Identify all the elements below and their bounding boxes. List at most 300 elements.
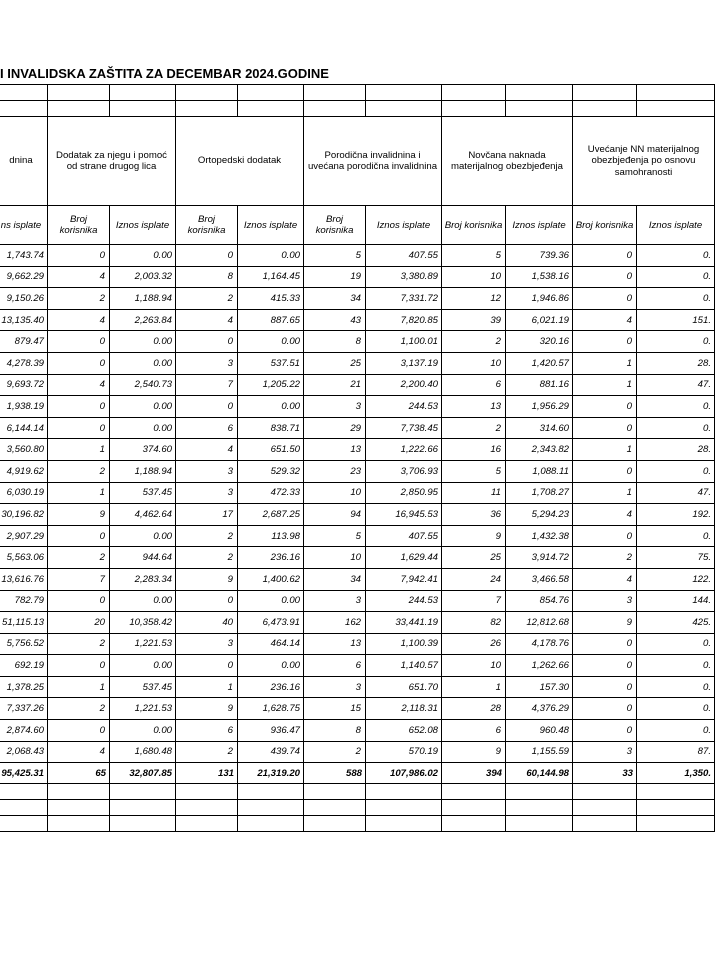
table-cell: 0. bbox=[637, 396, 715, 418]
table-cell: 6,021.19 bbox=[506, 309, 573, 331]
table-cell: 0 bbox=[573, 460, 637, 482]
table-cell: 3,137.19 bbox=[366, 352, 442, 374]
data-table bbox=[0, 84, 715, 832]
table-cell: 4,376.29 bbox=[506, 698, 573, 720]
table-cell: 439.74 bbox=[238, 741, 304, 763]
table-cell: 17 bbox=[176, 504, 238, 526]
column-header-row bbox=[0, 206, 715, 245]
table-cell: 854.76 bbox=[506, 590, 573, 612]
table-cell: 40 bbox=[176, 612, 238, 634]
blank-row bbox=[0, 784, 715, 800]
table-cell: 3 bbox=[176, 460, 238, 482]
table-cell: 314.60 bbox=[506, 417, 573, 439]
table-cell: 570.19 bbox=[366, 741, 442, 763]
table-cell: 0 bbox=[573, 288, 637, 310]
table-cell: 0 bbox=[48, 417, 110, 439]
table-cell: 2 bbox=[442, 331, 506, 353]
table-cell: 28. bbox=[637, 439, 715, 461]
table-cell: 30,196.82 bbox=[0, 504, 48, 526]
table-cell: 1,956.29 bbox=[506, 396, 573, 418]
table-cell: 1,538.16 bbox=[506, 266, 573, 288]
table-cell: 0. bbox=[637, 460, 715, 482]
table-cell: 7,942.41 bbox=[366, 568, 442, 590]
table-cell: 6,030.19 bbox=[0, 482, 48, 504]
table-cell: 2,850.95 bbox=[366, 482, 442, 504]
table-cell: 7 bbox=[442, 590, 506, 612]
table-row bbox=[0, 741, 715, 763]
table-cell: 1,680.48 bbox=[110, 741, 176, 763]
table-cell: 0. bbox=[637, 245, 715, 267]
table-cell: 3 bbox=[573, 741, 637, 763]
table-cell: 0.00 bbox=[110, 655, 176, 677]
table-cell: 113.98 bbox=[238, 525, 304, 547]
table-cell: 5 bbox=[442, 460, 506, 482]
table-cell: 6 bbox=[304, 655, 366, 677]
table-cell: 25 bbox=[442, 547, 506, 569]
table-cell: 0.00 bbox=[238, 331, 304, 353]
table-cell: 25 bbox=[304, 352, 366, 374]
table-cell: 0 bbox=[176, 590, 238, 612]
table-cell: 1,628.75 bbox=[238, 698, 304, 720]
table-cell: 2,874.60 bbox=[0, 720, 48, 742]
table-cell: 8 bbox=[304, 720, 366, 742]
table-row bbox=[0, 331, 715, 353]
table-cell: 0 bbox=[573, 266, 637, 288]
table-cell: 26 bbox=[442, 633, 506, 655]
table-cell: 39 bbox=[442, 309, 506, 331]
empty-cell bbox=[304, 816, 366, 832]
table-cell: 2,200.40 bbox=[366, 374, 442, 396]
table-cell: 415.33 bbox=[238, 288, 304, 310]
table-cell: 0 bbox=[573, 676, 637, 698]
table-row bbox=[0, 655, 715, 677]
table-cell: 0. bbox=[637, 417, 715, 439]
table-cell: 2,907.29 bbox=[0, 525, 48, 547]
empty-cell bbox=[366, 800, 442, 816]
table-cell: 2 bbox=[176, 547, 238, 569]
table-cell: 1,100.01 bbox=[366, 331, 442, 353]
empty-cell bbox=[48, 816, 110, 832]
table-row bbox=[0, 547, 715, 569]
table-cell: 407.55 bbox=[366, 525, 442, 547]
total-row bbox=[0, 763, 715, 784]
table-cell: 28. bbox=[637, 352, 715, 374]
empty-cell bbox=[304, 800, 366, 816]
table-cell: 887.65 bbox=[238, 309, 304, 331]
blank-row bbox=[0, 800, 715, 816]
table-row bbox=[0, 266, 715, 288]
table-row bbox=[0, 288, 715, 310]
empty-cell bbox=[48, 800, 110, 816]
table-row bbox=[0, 374, 715, 396]
table-cell: 4 bbox=[48, 741, 110, 763]
table-cell: 0. bbox=[637, 633, 715, 655]
table-cell: 0.00 bbox=[110, 590, 176, 612]
table-cell: 13,616.76 bbox=[0, 568, 48, 590]
table-cell: 2 bbox=[176, 288, 238, 310]
group-header-row bbox=[0, 117, 715, 206]
table-cell: 236.16 bbox=[238, 676, 304, 698]
table-cell: 144. bbox=[637, 590, 715, 612]
table-cell: 1,378.25 bbox=[0, 676, 48, 698]
empty-cell bbox=[506, 816, 573, 832]
table-row bbox=[0, 417, 715, 439]
table-cell: 0. bbox=[637, 331, 715, 353]
group-header: Dodatak za njegu i pomoć od strane drugog lica bbox=[48, 117, 176, 206]
table-cell: 20 bbox=[48, 612, 110, 634]
table-cell: 2 bbox=[442, 417, 506, 439]
table-cell: 6 bbox=[176, 417, 238, 439]
table-cell: 4,278.39 bbox=[0, 352, 48, 374]
table-cell: 0.00 bbox=[110, 352, 176, 374]
table-cell: 4 bbox=[573, 504, 637, 526]
table-cell: 3 bbox=[304, 676, 366, 698]
table-cell: 21 bbox=[304, 374, 366, 396]
table-cell: 3,380.89 bbox=[366, 266, 442, 288]
table-cell: 10 bbox=[442, 655, 506, 677]
table-cell: 4 bbox=[573, 309, 637, 331]
table-cell: 3 bbox=[176, 352, 238, 374]
table-cell: 0. bbox=[637, 698, 715, 720]
table-cell: 157.30 bbox=[506, 676, 573, 698]
table-cell: 838.71 bbox=[238, 417, 304, 439]
column-header: Iznos isplate bbox=[506, 206, 573, 245]
table-cell: 2 bbox=[304, 741, 366, 763]
table-cell: 2,283.34 bbox=[110, 568, 176, 590]
column-header: Iznos isplate bbox=[238, 206, 304, 245]
table-cell: 1,188.94 bbox=[110, 460, 176, 482]
table-cell: 692.19 bbox=[0, 655, 48, 677]
empty-cell bbox=[110, 784, 176, 800]
table-cell: 9,693.72 bbox=[0, 374, 48, 396]
table-cell: 13 bbox=[304, 439, 366, 461]
table-cell: 7,738.45 bbox=[366, 417, 442, 439]
total-cell: 33 bbox=[573, 763, 637, 784]
table-cell: 537.45 bbox=[110, 676, 176, 698]
column-header: Broj korisnika bbox=[304, 206, 366, 245]
table-cell: 0. bbox=[637, 676, 715, 698]
table-cell: 4 bbox=[176, 309, 238, 331]
table-cell: 4 bbox=[573, 568, 637, 590]
table-cell: 7,331.72 bbox=[366, 288, 442, 310]
table-cell: 464.14 bbox=[238, 633, 304, 655]
column-header: Iznos isplate bbox=[110, 206, 176, 245]
table-cell: 0 bbox=[573, 331, 637, 353]
table-cell: 36 bbox=[442, 504, 506, 526]
table-cell: 652.08 bbox=[366, 720, 442, 742]
table-cell: 3 bbox=[176, 633, 238, 655]
table-cell: 374.60 bbox=[110, 439, 176, 461]
table-cell: 47. bbox=[637, 482, 715, 504]
table-cell: 944.64 bbox=[110, 547, 176, 569]
table-cell: 2 bbox=[48, 460, 110, 482]
table-cell: 0 bbox=[176, 655, 238, 677]
table-row bbox=[0, 612, 715, 634]
empty-cell bbox=[176, 784, 238, 800]
blank-row bbox=[0, 85, 715, 101]
table-row bbox=[0, 504, 715, 526]
group-header: Novčana naknada materijalnog obezbjeđenja bbox=[442, 117, 573, 206]
column-header: Iznos isplate bbox=[366, 206, 442, 245]
table-cell: 236.16 bbox=[238, 547, 304, 569]
table-cell: 0 bbox=[48, 245, 110, 267]
table-cell: 2,118.31 bbox=[366, 698, 442, 720]
empty-cell bbox=[442, 784, 506, 800]
table-cell: 10 bbox=[304, 547, 366, 569]
empty-cell bbox=[637, 800, 715, 816]
empty-cell bbox=[366, 784, 442, 800]
table-cell: 3,466.58 bbox=[506, 568, 573, 590]
table-cell: 9 bbox=[176, 568, 238, 590]
table-cell: 537.51 bbox=[238, 352, 304, 374]
table-cell: 782.79 bbox=[0, 590, 48, 612]
table-cell: 10 bbox=[304, 482, 366, 504]
table-cell: 1,743.74 bbox=[0, 245, 48, 267]
table-cell: 29 bbox=[304, 417, 366, 439]
table-cell: 936.47 bbox=[238, 720, 304, 742]
table-cell: 2,263.84 bbox=[110, 309, 176, 331]
table-cell: 12 bbox=[442, 288, 506, 310]
table-cell: 320.16 bbox=[506, 331, 573, 353]
empty-cell bbox=[573, 800, 637, 816]
empty-cell bbox=[48, 784, 110, 800]
blank-row bbox=[0, 101, 715, 117]
table-cell: 0.00 bbox=[110, 720, 176, 742]
table-row bbox=[0, 245, 715, 267]
table-cell: 5,294.23 bbox=[506, 504, 573, 526]
table-cell: 8 bbox=[176, 266, 238, 288]
table-cell: 7 bbox=[176, 374, 238, 396]
table-cell: 1,946.86 bbox=[506, 288, 573, 310]
table-cell: 5 bbox=[304, 525, 366, 547]
table-cell: 1,938.19 bbox=[0, 396, 48, 418]
empty-cell bbox=[366, 816, 442, 832]
table-cell: 0 bbox=[573, 245, 637, 267]
empty-cell bbox=[238, 800, 304, 816]
table-cell: 5 bbox=[442, 245, 506, 267]
empty-cell bbox=[637, 784, 715, 800]
total-cell: 588 bbox=[304, 763, 366, 784]
table-cell: 11 bbox=[442, 482, 506, 504]
table-cell: 537.45 bbox=[110, 482, 176, 504]
table-cell: 2 bbox=[573, 547, 637, 569]
table-cell: 0.00 bbox=[238, 396, 304, 418]
table-cell: 7,820.85 bbox=[366, 309, 442, 331]
table-cell: 2,003.32 bbox=[110, 266, 176, 288]
table-cell: 2,540.73 bbox=[110, 374, 176, 396]
total-cell: 1,350. bbox=[637, 763, 715, 784]
table-cell: 6,473.91 bbox=[238, 612, 304, 634]
group-header: dnina bbox=[0, 117, 48, 206]
empty-cell bbox=[506, 784, 573, 800]
table-cell: 13,135.40 bbox=[0, 309, 48, 331]
table-cell: 9 bbox=[442, 525, 506, 547]
table-row bbox=[0, 439, 715, 461]
table-cell: 4,178.76 bbox=[506, 633, 573, 655]
table-cell: 8 bbox=[304, 331, 366, 353]
table-row bbox=[0, 396, 715, 418]
table-cell: 75. bbox=[637, 547, 715, 569]
group-header: Porodična invalidnina i uvećana porodična invalidnina bbox=[304, 117, 442, 206]
table-cell: 10,358.42 bbox=[110, 612, 176, 634]
table-row bbox=[0, 352, 715, 374]
empty-cell bbox=[637, 816, 715, 832]
table-row bbox=[0, 720, 715, 742]
table-cell: 4,919.62 bbox=[0, 460, 48, 482]
empty-cell bbox=[573, 784, 637, 800]
table-cell: 10 bbox=[442, 266, 506, 288]
table-cell: 0 bbox=[48, 396, 110, 418]
table-cell: 3,560.80 bbox=[0, 439, 48, 461]
report-title: I INVALIDSKA ZAŠTITA ZA DECEMBAR 2024.GODINE bbox=[0, 66, 329, 81]
table-row bbox=[0, 590, 715, 612]
table-cell: 0.00 bbox=[110, 331, 176, 353]
table-cell: 5 bbox=[304, 245, 366, 267]
empty-cell bbox=[110, 816, 176, 832]
column-header: Broj korisnika bbox=[176, 206, 238, 245]
empty-cell bbox=[0, 816, 48, 832]
table-cell: 960.48 bbox=[506, 720, 573, 742]
table-cell: 2 bbox=[48, 547, 110, 569]
table-row bbox=[0, 676, 715, 698]
table-cell: 0.00 bbox=[110, 525, 176, 547]
total-cell: 95,425.31 bbox=[0, 763, 48, 784]
table-cell: 1 bbox=[176, 676, 238, 698]
table-cell: 0 bbox=[573, 417, 637, 439]
table-cell: 151. bbox=[637, 309, 715, 331]
table-cell: 0 bbox=[573, 525, 637, 547]
table-cell: 13 bbox=[442, 396, 506, 418]
table-cell: 51,115.13 bbox=[0, 612, 48, 634]
empty-cell bbox=[573, 816, 637, 832]
table-cell: 192. bbox=[637, 504, 715, 526]
empty-cell bbox=[238, 784, 304, 800]
empty-cell bbox=[176, 800, 238, 816]
empty-cell bbox=[442, 800, 506, 816]
table-cell: 1 bbox=[48, 439, 110, 461]
group-header: Uvećanje NN materijalnog obezbjeđenja po osnovu samohranosti bbox=[573, 117, 715, 206]
table-cell: 0. bbox=[637, 655, 715, 677]
total-cell: 32,807.85 bbox=[110, 763, 176, 784]
empty-cell bbox=[0, 800, 48, 816]
table-cell: 6 bbox=[176, 720, 238, 742]
table-cell: 1,629.44 bbox=[366, 547, 442, 569]
table-cell: 16 bbox=[442, 439, 506, 461]
table-cell: 3,914.72 bbox=[506, 547, 573, 569]
table-cell: 3 bbox=[573, 590, 637, 612]
table-cell: 0.00 bbox=[238, 655, 304, 677]
table-row bbox=[0, 633, 715, 655]
column-header: Broj korisnika bbox=[573, 206, 637, 245]
total-cell: 65 bbox=[48, 763, 110, 784]
table-cell: 244.53 bbox=[366, 396, 442, 418]
table-cell: 3 bbox=[304, 590, 366, 612]
table-cell: 244.53 bbox=[366, 590, 442, 612]
table-cell: 1,155.59 bbox=[506, 741, 573, 763]
table-cell: 1,164.45 bbox=[238, 266, 304, 288]
table-cell: 13 bbox=[304, 633, 366, 655]
table-cell: 2 bbox=[48, 698, 110, 720]
table-cell: 15 bbox=[304, 698, 366, 720]
empty-cell bbox=[506, 800, 573, 816]
table-cell: 1,262.66 bbox=[506, 655, 573, 677]
table-cell: 7 bbox=[48, 568, 110, 590]
table-row bbox=[0, 309, 715, 331]
table-cell: 10 bbox=[442, 352, 506, 374]
table-cell: 1 bbox=[442, 676, 506, 698]
table-cell: 16,945.53 bbox=[366, 504, 442, 526]
total-cell: 394 bbox=[442, 763, 506, 784]
table-cell: 3,706.93 bbox=[366, 460, 442, 482]
table-cell: 0 bbox=[176, 396, 238, 418]
blank-row bbox=[0, 816, 715, 832]
total-cell: 107,986.02 bbox=[366, 763, 442, 784]
table-cell: 2 bbox=[48, 288, 110, 310]
column-header: Broj korisnika bbox=[48, 206, 110, 245]
table-cell: 0.00 bbox=[110, 396, 176, 418]
table-cell: 1 bbox=[573, 352, 637, 374]
table-cell: 2,687.25 bbox=[238, 504, 304, 526]
table-cell: 1,432.38 bbox=[506, 525, 573, 547]
table-cell: 34 bbox=[304, 568, 366, 590]
table-cell: 2 bbox=[48, 633, 110, 655]
table-cell: 3 bbox=[176, 482, 238, 504]
table-cell: 7,337.26 bbox=[0, 698, 48, 720]
total-cell: 60,144.98 bbox=[506, 763, 573, 784]
table-cell: 1,088.11 bbox=[506, 460, 573, 482]
table-cell: 1,188.94 bbox=[110, 288, 176, 310]
table-cell: 1 bbox=[573, 482, 637, 504]
table-cell: 23 bbox=[304, 460, 366, 482]
total-cell: 21,319.20 bbox=[238, 763, 304, 784]
table-cell: 0.00 bbox=[238, 245, 304, 267]
table-cell: 87. bbox=[637, 741, 715, 763]
table-cell: 12,812.68 bbox=[506, 612, 573, 634]
total-cell: 131 bbox=[176, 763, 238, 784]
table-cell: 24 bbox=[442, 568, 506, 590]
empty-cell bbox=[176, 816, 238, 832]
table-cell: 0 bbox=[48, 352, 110, 374]
column-header: Broj korisnika bbox=[442, 206, 506, 245]
table-cell: 1,420.57 bbox=[506, 352, 573, 374]
empty-cell bbox=[442, 816, 506, 832]
table-cell: 0.00 bbox=[238, 590, 304, 612]
table-cell: 1 bbox=[48, 676, 110, 698]
table-cell: 0. bbox=[637, 525, 715, 547]
table-cell: 0 bbox=[48, 525, 110, 547]
table-cell: 0 bbox=[573, 633, 637, 655]
table-cell: 4 bbox=[48, 309, 110, 331]
table-cell: 407.55 bbox=[366, 245, 442, 267]
table-cell: 651.50 bbox=[238, 439, 304, 461]
table-cell: 0. bbox=[637, 288, 715, 310]
empty-cell bbox=[304, 784, 366, 800]
table-cell: 5,563.06 bbox=[0, 547, 48, 569]
table-cell: 881.16 bbox=[506, 374, 573, 396]
empty-cell bbox=[0, 784, 48, 800]
table-cell: 2,343.82 bbox=[506, 439, 573, 461]
table-cell: 2 bbox=[176, 525, 238, 547]
table-cell: 1 bbox=[48, 482, 110, 504]
table-cell: 34 bbox=[304, 288, 366, 310]
table-cell: 0 bbox=[176, 331, 238, 353]
table-row bbox=[0, 525, 715, 547]
table-cell: 0 bbox=[573, 720, 637, 742]
table-cell: 2 bbox=[176, 741, 238, 763]
table-cell: 33,441.19 bbox=[366, 612, 442, 634]
table-cell: 529.32 bbox=[238, 460, 304, 482]
table-cell: 9,150.26 bbox=[0, 288, 48, 310]
